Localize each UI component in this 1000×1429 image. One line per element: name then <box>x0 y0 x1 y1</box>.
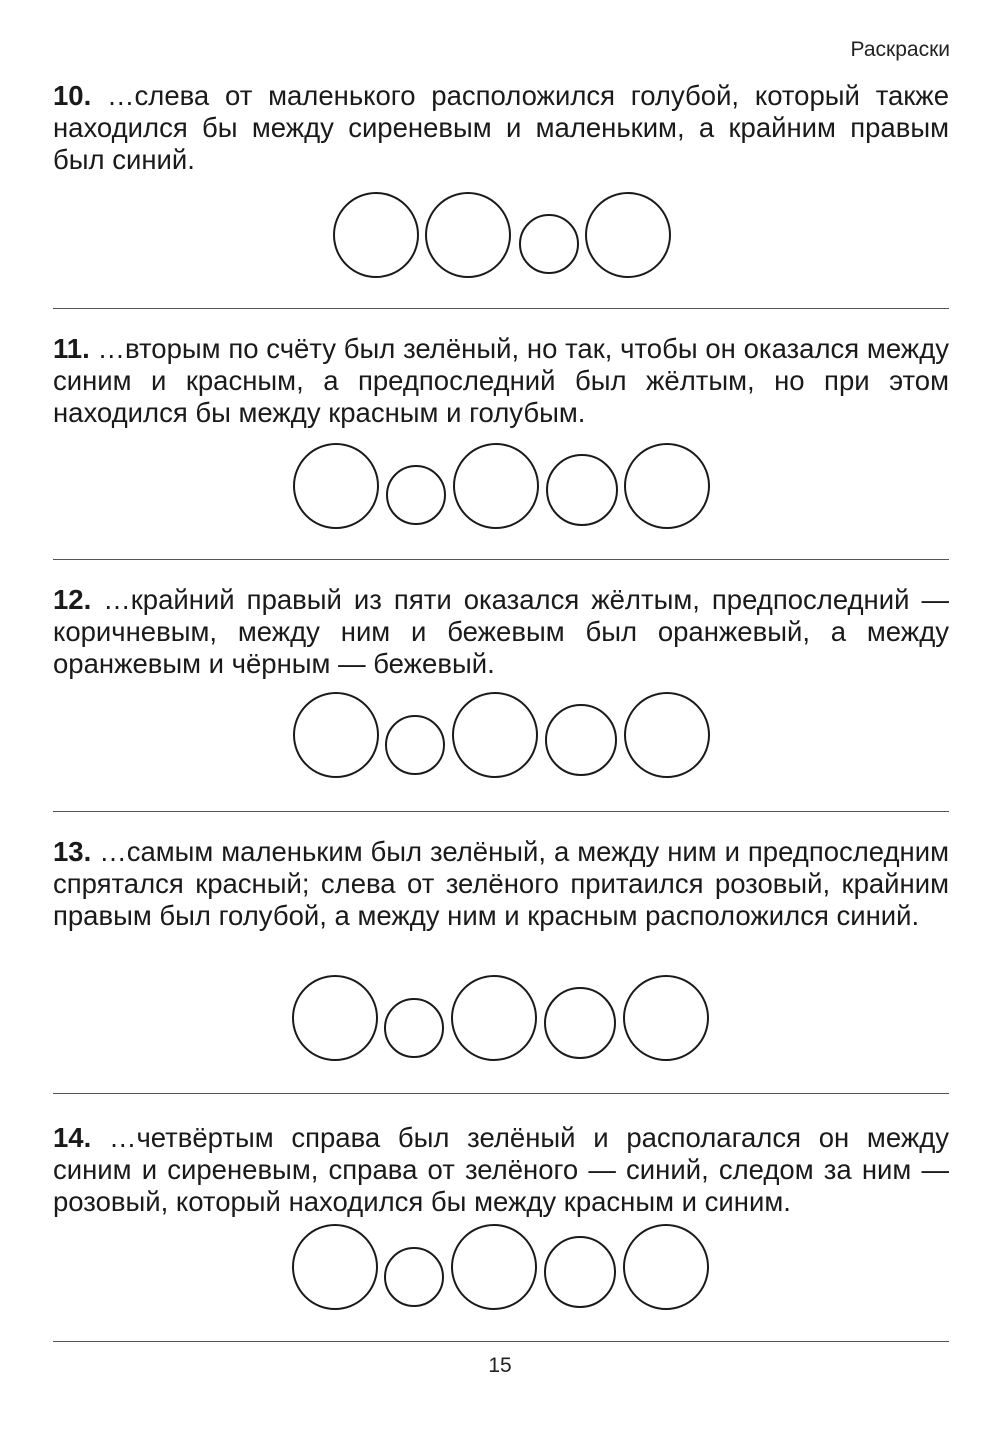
circle-row-13 <box>0 970 1000 1070</box>
task-11 <box>53 333 949 429</box>
divider <box>53 1093 949 1094</box>
divider <box>53 308 949 309</box>
section-title: Раскраски <box>850 38 950 61</box>
circle-row-14 <box>0 1219 1000 1319</box>
circle[interactable] <box>294 693 378 777</box>
circle[interactable] <box>385 1248 443 1306</box>
circle[interactable] <box>294 444 378 528</box>
circle[interactable] <box>625 444 709 528</box>
circle-row-12 <box>0 688 1000 788</box>
task-number: 10. <box>53 80 92 111</box>
task-13 <box>53 836 949 932</box>
circle[interactable] <box>624 1225 708 1309</box>
task-number: 11. <box>53 333 90 364</box>
task-number: 12. <box>53 584 92 615</box>
divider <box>53 1341 949 1342</box>
circle-row-11 <box>0 438 1000 538</box>
circle[interactable] <box>546 705 616 775</box>
task-text <box>53 1122 949 1218</box>
circle[interactable] <box>624 976 708 1060</box>
circle[interactable] <box>426 193 510 277</box>
task-text <box>53 836 949 932</box>
task-number: 14. <box>53 1122 92 1153</box>
circle[interactable] <box>454 444 538 528</box>
circle[interactable] <box>387 466 445 524</box>
circle[interactable] <box>520 215 578 273</box>
task-body: …самым маленьким был зелёный, а между ним и предпоследним спрятался красный; слева от зелёного притаился розовый, крайним правым был голубой, а между ним и красным расположился синий. <box>53 836 950 931</box>
task-text <box>53 584 949 680</box>
circle[interactable] <box>334 193 418 277</box>
task-body: …четвёртым справа был зелёный и располагался он между синим и сиреневым, справа от зелёного — синий, следом за ним — розовый, который находился бы между красным и синим. <box>53 1122 950 1217</box>
divider <box>53 811 949 812</box>
task-text <box>53 80 949 176</box>
circle[interactable] <box>385 999 443 1057</box>
circle[interactable] <box>586 193 670 277</box>
circle[interactable] <box>545 988 615 1058</box>
circle[interactable] <box>545 1237 615 1307</box>
circle[interactable] <box>547 455 617 525</box>
circle[interactable] <box>452 1225 536 1309</box>
task-number: 13. <box>53 836 92 867</box>
task-body: …вторым по счёту был зелёный, но так, чтобы он оказался между синим и красным, а предпоследний был жёлтым, но при этом находился бы между красным и голубым. <box>53 333 950 428</box>
task-body: …крайний правый из пяти оказался жёлтым, предпоследний — коричневым, между ним и бежевым был оранжевый, а между оранжевым и чёрным — бежевый. <box>53 584 949 679</box>
circle[interactable] <box>453 693 537 777</box>
task-body: …слева от маленького расположился голубой, который также находился бы между сиреневым и маленьким, а крайним правым был синий. <box>53 80 949 175</box>
circle[interactable] <box>293 1225 377 1309</box>
circle[interactable] <box>625 693 709 777</box>
task-12 <box>53 584 949 680</box>
circle[interactable] <box>452 976 536 1060</box>
page-number: 15 <box>488 1354 512 1377</box>
task-14 <box>53 1122 949 1218</box>
circle[interactable] <box>386 716 444 774</box>
circle-row-10 <box>0 185 1000 285</box>
divider <box>53 559 949 560</box>
circle[interactable] <box>293 976 377 1060</box>
task-10 <box>53 80 949 176</box>
task-text <box>53 333 949 429</box>
